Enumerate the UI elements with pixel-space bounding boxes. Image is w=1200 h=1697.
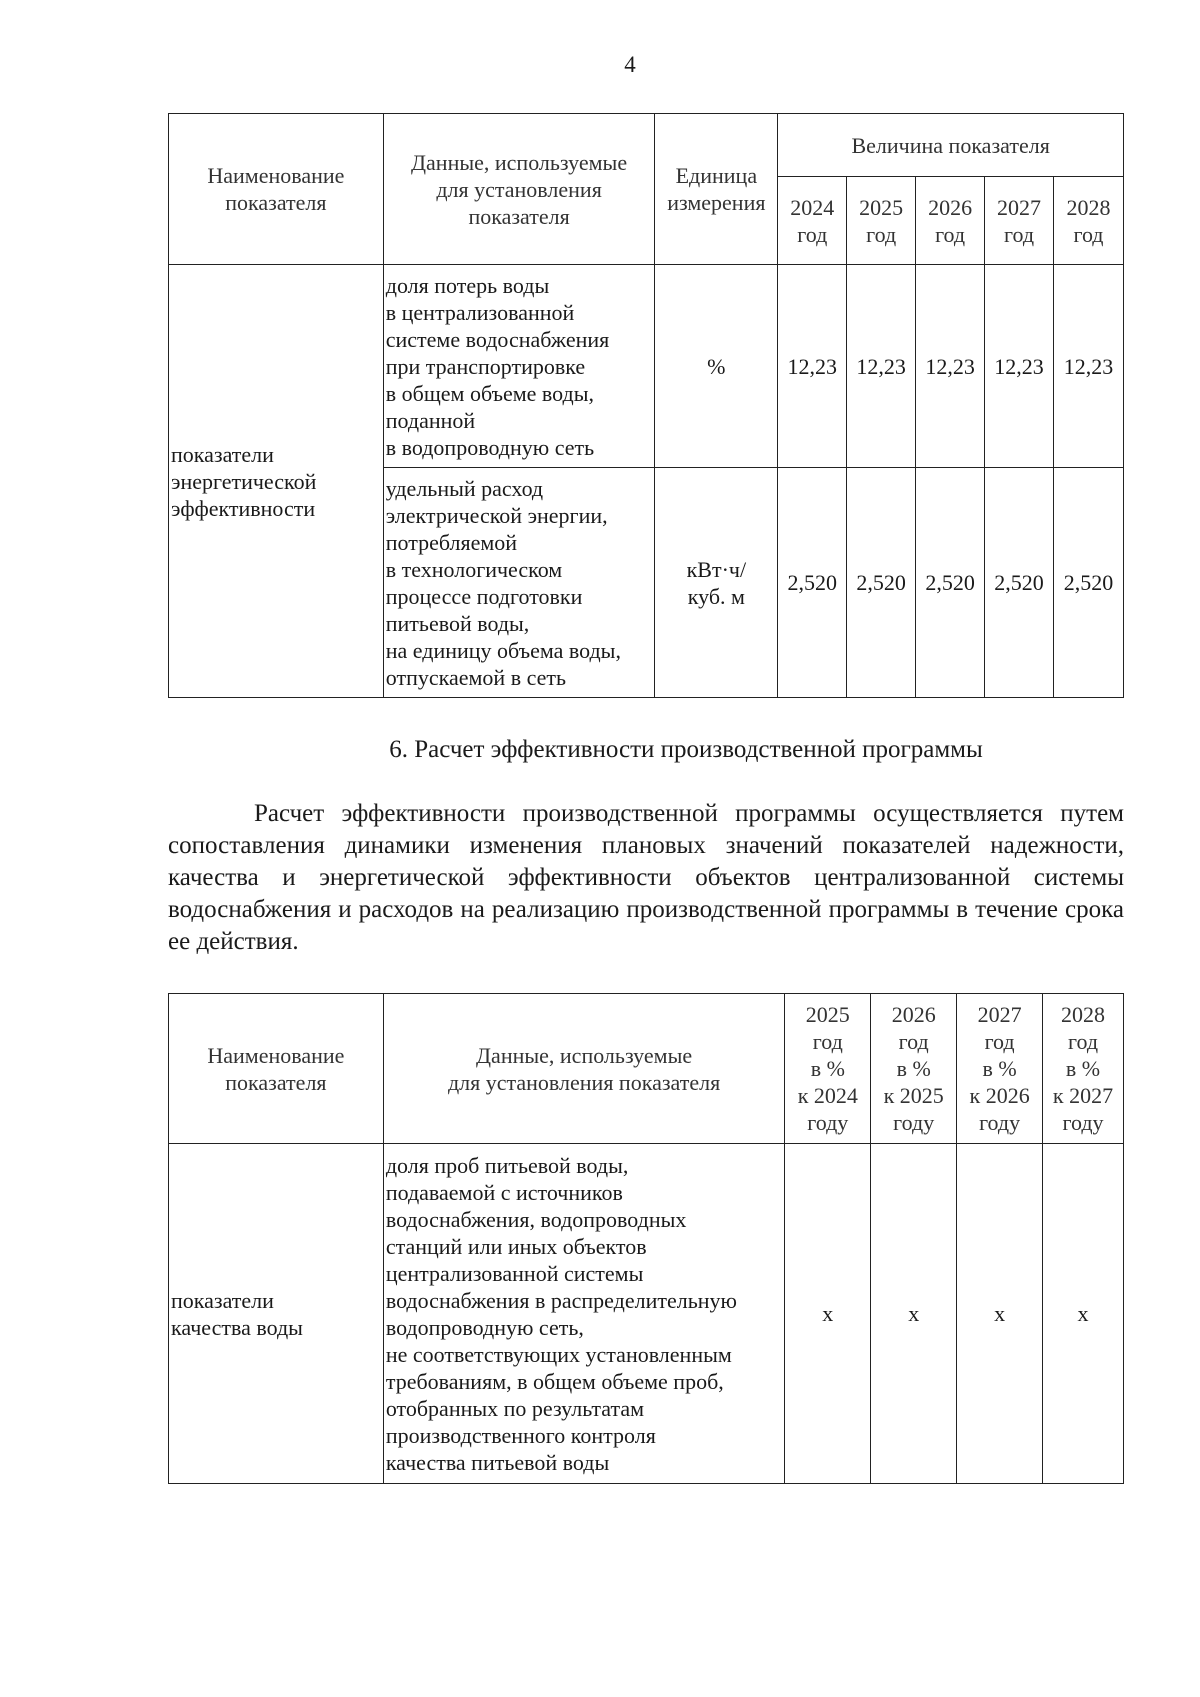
header-indicator-value: Величина показателя xyxy=(778,114,1124,177)
header-unit: Единица измерения xyxy=(655,114,778,265)
indicator-value: 12,23 xyxy=(985,265,1054,468)
indicator-value: 12,23 xyxy=(778,265,847,468)
body-paragraph xyxy=(168,798,1124,958)
section-title: 6. Расчет эффективности производственной программы xyxy=(389,736,983,763)
indicator-description: удельный расход электрической энергии, потребляемой в технологическом процессе подготовки питьевой воды, на единицу объема воды, отпускаемой в сеть xyxy=(383,468,655,698)
indicator-value: х xyxy=(957,1144,1043,1484)
page-number: 4 xyxy=(624,52,636,77)
indicator-description: доля проб питьевой воды, подаваемой с источников водоснабжения, водопроводных станций или иных объектов централизованной системы водоснабжения в распределительную водопроводную сеть, не соответствующих установленным требованиям, в общем объеме проб, отобранных по результатам производственного контроля качества питьевой воды xyxy=(383,1144,785,1484)
indicator-value: 2,520 xyxy=(778,468,847,698)
header-year-comparison: 2026 год в % к 2025 году xyxy=(871,994,957,1144)
indicator-value: 12,23 xyxy=(1053,265,1123,468)
indicator-value: 12,23 xyxy=(847,265,916,468)
table-row xyxy=(169,265,1124,468)
energy-efficiency-table xyxy=(168,113,1124,698)
header-year: 2027 год xyxy=(985,177,1054,265)
paragraph-text: Расчет эффективности производственной программы осуществляется путем сопоставления динамики изменения плановых значений показателей надежности, качества и энергетической эффективности объектов централизованной системы водоснабжения и расходов на реализацию производственной программы в течение срока ее действия. xyxy=(168,800,1124,955)
indicator-value: 2,520 xyxy=(1053,468,1123,698)
indicator-value: х xyxy=(871,1144,957,1484)
header-year-comparison: 2027 год в % к 2026 году xyxy=(957,994,1043,1144)
table-row xyxy=(169,1144,1124,1484)
indicator-value: 2,520 xyxy=(916,468,985,698)
header-year: 2024 год xyxy=(778,177,847,265)
header-data-used: Данные, используемые для установления показателя xyxy=(383,994,785,1144)
indicator-unit: кВт·ч/ куб. м xyxy=(655,468,778,698)
header-year: 2025 год xyxy=(847,177,916,265)
header-year-comparison: 2025 год в % к 2024 году xyxy=(785,994,871,1144)
indicator-value: х xyxy=(785,1144,871,1484)
header-year-comparison: 2028 год в % к 2027 году xyxy=(1043,994,1124,1144)
indicator-group-name: показатели качества воды xyxy=(169,1144,384,1484)
header-year: 2028 год xyxy=(1053,177,1123,265)
indicator-value: х xyxy=(1043,1144,1124,1484)
indicator-group-name: показатели энергетической эффективности xyxy=(169,265,384,698)
indicator-description: доля потерь воды в централизованной системе водоснабжения при транспортировке в общем объеме воды, поданной в водопроводную сеть xyxy=(383,265,655,468)
indicator-value: 2,520 xyxy=(847,468,916,698)
header-indicator-name: Наименование показателя xyxy=(169,994,384,1144)
indicator-value: 12,23 xyxy=(916,265,985,468)
header-year: 2026 год xyxy=(916,177,985,265)
indicator-unit: % xyxy=(655,265,778,468)
header-data-used: Данные, используемые для установления показателя xyxy=(383,114,655,265)
indicator-value: 2,520 xyxy=(985,468,1054,698)
program-efficiency-table xyxy=(168,993,1124,1484)
header-indicator-name: Наименование показателя xyxy=(169,114,384,265)
